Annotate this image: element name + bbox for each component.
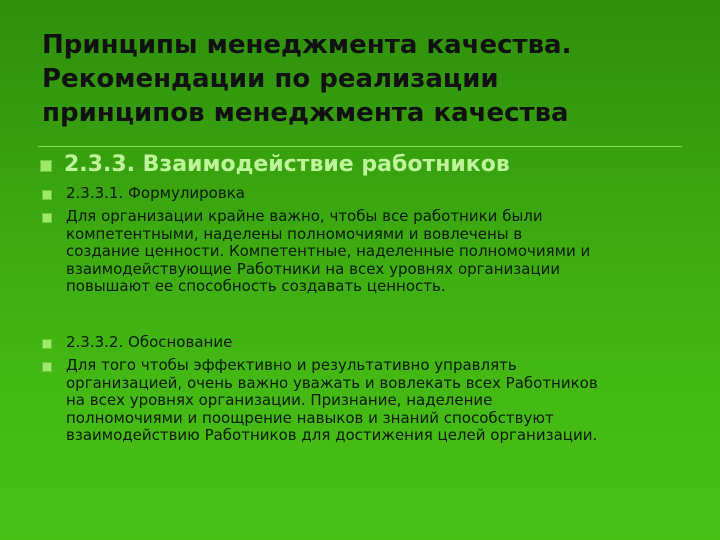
item-line: создание ценности. Компетентные, наделенные полномочиями и bbox=[66, 242, 591, 260]
list-item-rationale bbox=[66, 334, 696, 352]
item-line: взаимодействующие Работники на всех уровнях организации bbox=[66, 259, 561, 278]
square-bullet-icon bbox=[42, 362, 52, 372]
square-bullet-icon bbox=[42, 339, 52, 349]
title-divider bbox=[38, 146, 682, 147]
title-line-1: Принципы менеджмента качества. bbox=[42, 30, 572, 60]
item-line: компетентными, наделены полномочиями и вовлечены в bbox=[66, 224, 523, 243]
square-bullet-icon bbox=[42, 190, 52, 200]
section-heading: 2.3.3. Взаимодействие работников bbox=[64, 152, 510, 177]
item-line: на всех уровнях организации. Признание, наделение bbox=[66, 391, 493, 409]
item-line: 2.3.3.2. Обоснование bbox=[66, 333, 233, 351]
list-item-formulation bbox=[66, 185, 696, 203]
item-line: 2.3.3.1. Формулировка bbox=[66, 184, 245, 202]
title-line-3: принципов менеджмента качества bbox=[42, 98, 569, 128]
item-line: повышают ее способность создавать ценность. bbox=[66, 277, 446, 295]
item-line: Для того чтобы эффективно и результативно управлять bbox=[66, 356, 517, 374]
title-line-2: Рекомендации по реализации bbox=[42, 64, 499, 94]
square-bullet-icon bbox=[40, 160, 52, 172]
item-line: организацией, очень важно уважать и вовлекать всех Работников bbox=[66, 373, 598, 392]
item-line: Для организации крайне важно, чтобы все работники были bbox=[66, 207, 543, 225]
list-item-rationale-text bbox=[66, 357, 696, 445]
slide-title bbox=[42, 28, 682, 130]
item-line: взаимодействию Работников для достижения целей организации. bbox=[66, 426, 598, 444]
list-item-formulation-text bbox=[66, 208, 696, 296]
square-bullet-icon bbox=[42, 213, 52, 223]
item-line: полномочиями и поощрение навыков и знаний способствуют bbox=[66, 408, 554, 427]
